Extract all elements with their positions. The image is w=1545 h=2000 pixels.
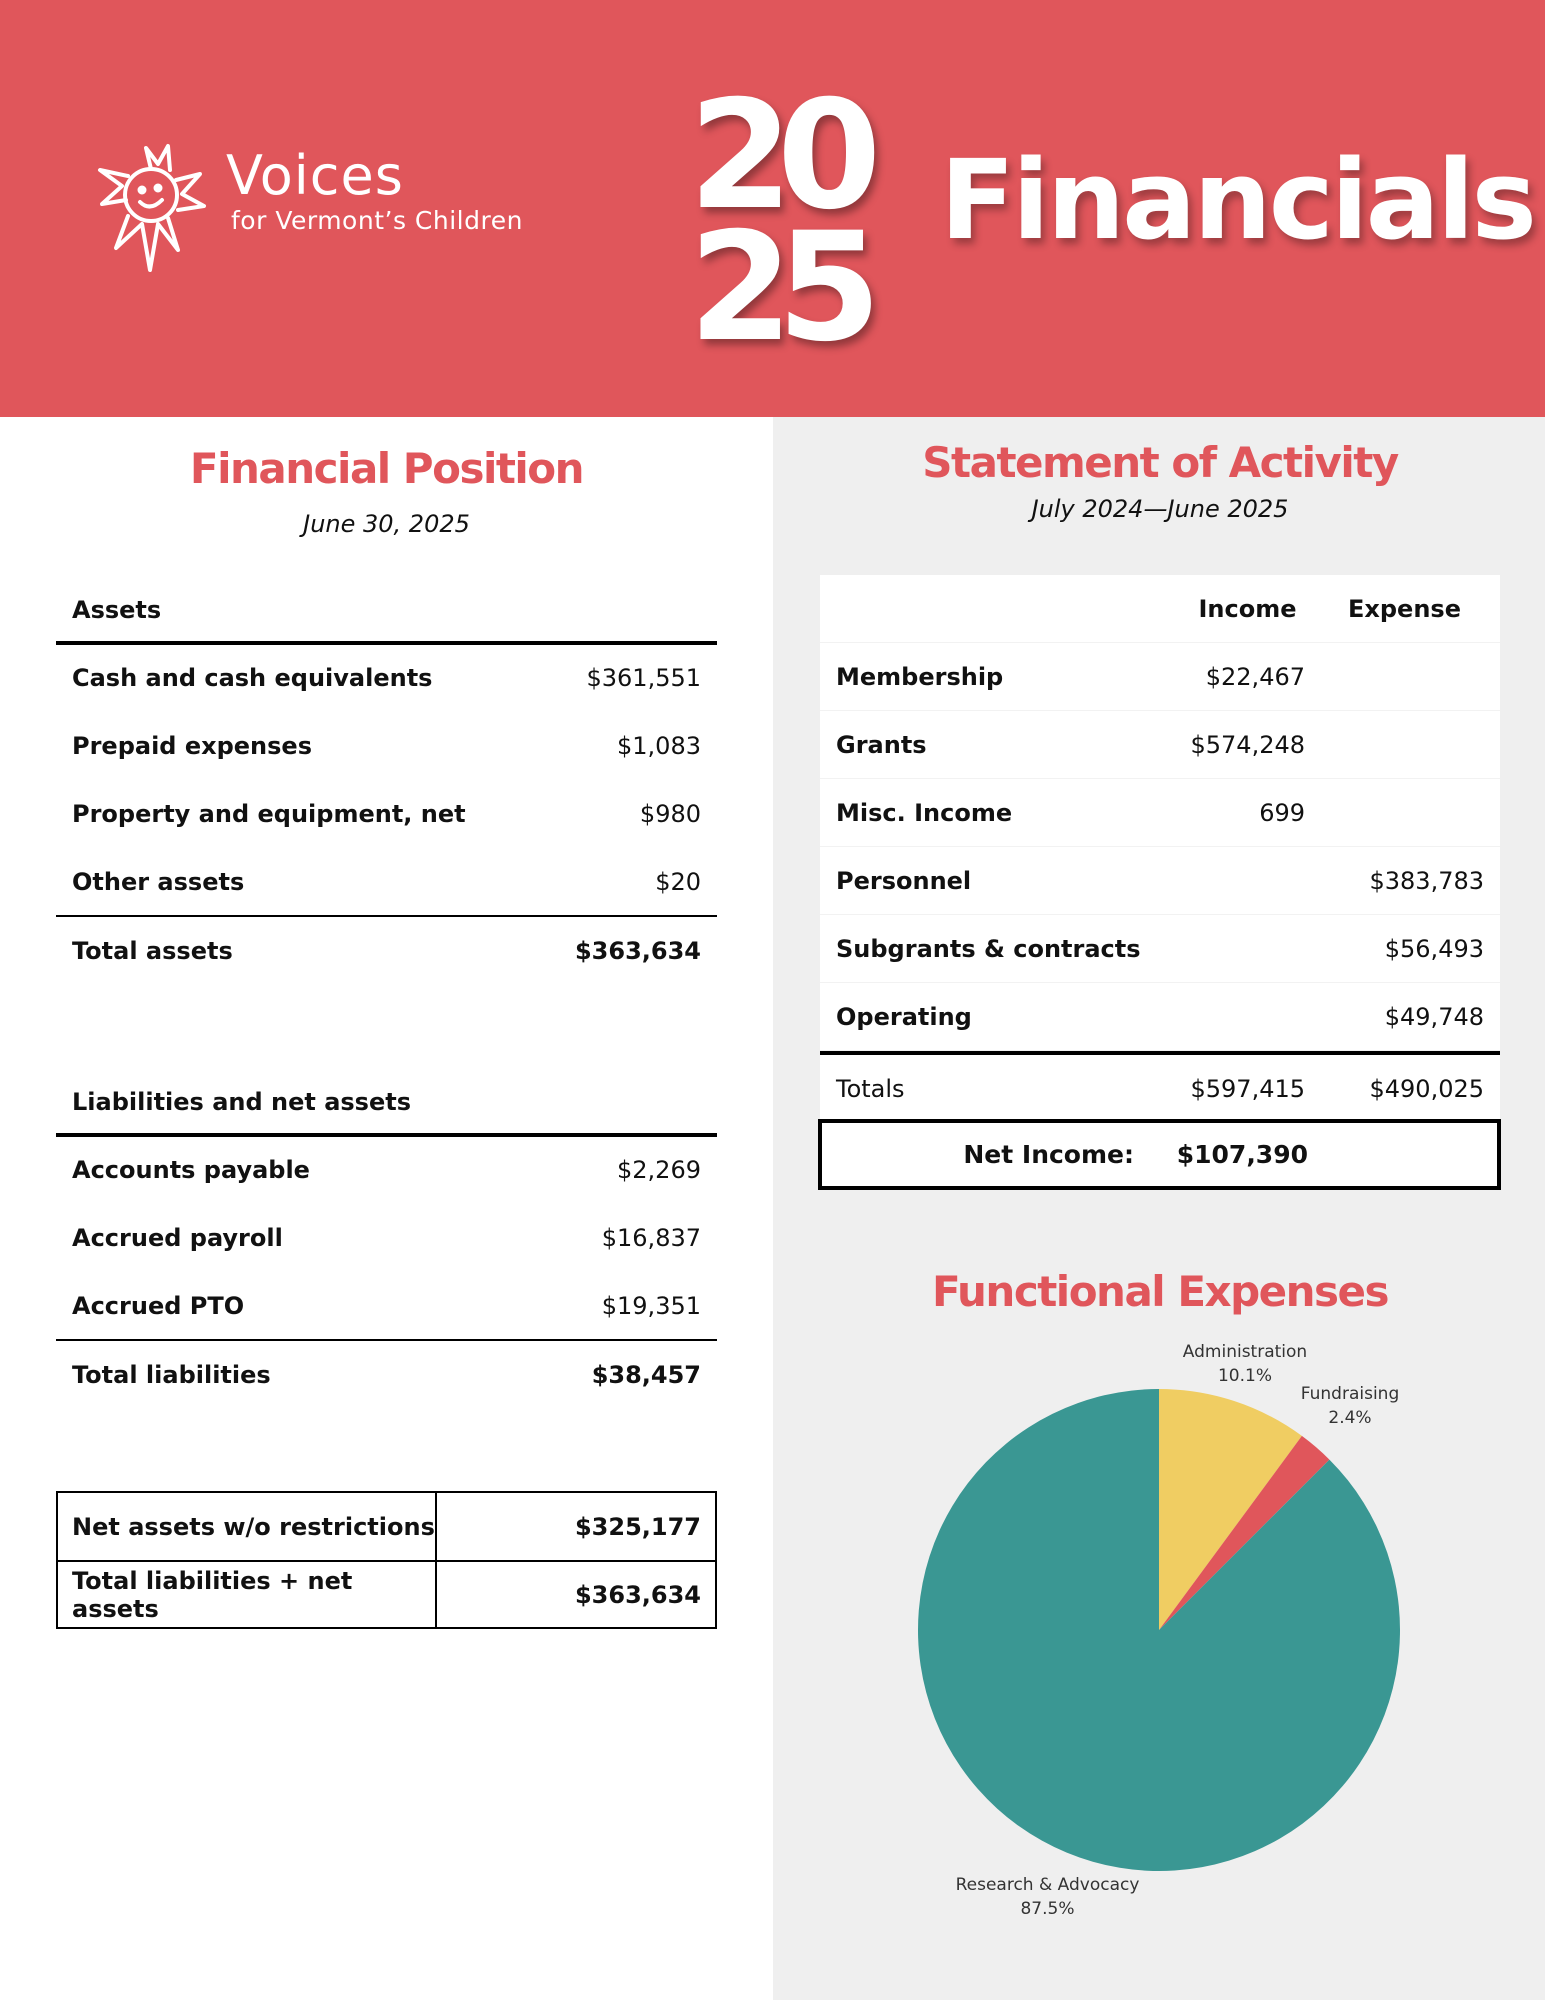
activity-income: $574,248 [1190, 730, 1305, 759]
asset-value: $1,083 [617, 732, 701, 760]
financial-position-title: Financial Position [189, 444, 584, 493]
activity-table [820, 575, 1500, 1123]
asset-row [56, 712, 717, 780]
slice-name: Fundraising [1300, 1384, 1400, 1404]
activity-label: Operating [836, 1002, 972, 1031]
liability-label: Accrued PTO [72, 1292, 245, 1320]
activity-label: Subgrants & contracts [836, 934, 1141, 963]
functional-expenses-title: Functional Expenses [931, 1267, 1389, 1316]
total-liabilities-value: $38,457 [591, 1361, 701, 1389]
activity-row [820, 779, 1500, 847]
asset-row [56, 644, 717, 712]
year-bottom: 25 [688, 201, 866, 375]
financial-position-date: June 30, 2025 [303, 510, 470, 538]
pie-label-fundraising [1280, 1382, 1420, 1430]
totals-income: $597,415 [1190, 1074, 1305, 1103]
statement-period: July 2024—June 2025 [1031, 495, 1289, 523]
liability-value: $16,837 [601, 1224, 701, 1252]
liability-label: Accrued payroll [72, 1224, 283, 1252]
asset-label: Cash and cash equivalents [72, 664, 433, 692]
liability-row [56, 1136, 717, 1204]
divider [820, 1051, 1500, 1055]
organization-logo [96, 140, 556, 280]
liability-value: $2,269 [617, 1156, 701, 1184]
totals-expense: $490,025 [1369, 1074, 1484, 1103]
header-banner [0, 0, 1545, 417]
liability-label: Accounts payable [72, 1156, 310, 1184]
report-year [672, 69, 882, 375]
slice-percent: 87.5% [1020, 1899, 1075, 1919]
assets-heading: Assets [72, 596, 162, 624]
activity-row [820, 983, 1500, 1051]
pie-label-administration [1160, 1340, 1330, 1388]
expense-column-header: Expense [1348, 594, 1461, 623]
totals-label: Totals [836, 1074, 905, 1103]
net-income-box [818, 1119, 1501, 1190]
activity-row [820, 915, 1500, 983]
activity-income: $22,467 [1205, 662, 1305, 691]
asset-row [56, 848, 717, 916]
liability-value: $19,351 [601, 1292, 701, 1320]
liabilities-heading: Liabilities and net assets [72, 1088, 411, 1116]
net-income-label: Net Income: [963, 1140, 1134, 1169]
activity-expense: $49,748 [1384, 1002, 1484, 1031]
total-liabilities-row [56, 1341, 717, 1409]
total-assets-value: $363,634 [574, 937, 701, 965]
sun-icon [96, 140, 216, 280]
slice-percent: 10.1% [1217, 1366, 1272, 1386]
slice-name: Administration [1182, 1342, 1308, 1362]
asset-value: $980 [639, 800, 701, 828]
page-title: Financials [940, 136, 1535, 264]
year-top: 20 [688, 69, 866, 243]
activity-row [820, 643, 1500, 711]
total-liab-net-label: Total liabilities + net assets [58, 1562, 437, 1627]
slice-percent: 2.4% [1328, 1408, 1372, 1428]
assets-heading-row [56, 576, 717, 644]
net-assets-box [56, 1491, 717, 1629]
activity-label: Grants [836, 730, 927, 759]
liability-row [56, 1204, 717, 1272]
total-liab-net-row [58, 1560, 715, 1627]
asset-row [56, 780, 717, 848]
liability-row [56, 1272, 717, 1340]
activity-header-row [820, 575, 1500, 643]
activity-row [820, 847, 1500, 915]
slice-name: Research & Advocacy [955, 1875, 1140, 1895]
activity-label: Personnel [836, 866, 972, 895]
functional-expenses-pie-chart [773, 1330, 1545, 1930]
asset-label: Property and equipment, net [72, 800, 466, 828]
net-income-value: $107,390 [1176, 1140, 1308, 1169]
total-liab-net-value: $363,634 [574, 1580, 701, 1609]
activity-label: Misc. Income [836, 798, 1013, 827]
totals-row [820, 1055, 1500, 1123]
total-liabilities-label: Total liabilities [72, 1361, 271, 1389]
net-assets-label: Net assets w/o restrictions [58, 1493, 437, 1560]
activity-expense: $383,783 [1369, 866, 1484, 895]
asset-value: $361,551 [586, 664, 701, 692]
pie-label-research-advocacy [935, 1873, 1160, 1921]
asset-label: Other assets [72, 868, 245, 896]
activity-row [820, 711, 1500, 779]
asset-value: $20 [655, 868, 701, 896]
activity-label: Membership [836, 662, 1004, 691]
activity-expense: $56,493 [1384, 934, 1484, 963]
activity-income: 699 [1259, 798, 1305, 827]
income-column-header: Income [1198, 594, 1297, 623]
net-assets-value: $325,177 [574, 1512, 701, 1541]
logo-wordmark: Voices [226, 144, 404, 207]
pie-slice-research-advocacy [918, 1389, 1400, 1871]
statement-of-activity-title: Statement of Activity [922, 438, 1398, 487]
logo-tagline: for Vermont’s Children [231, 206, 523, 235]
liabilities-heading-row [56, 1068, 717, 1136]
total-assets-row [56, 917, 717, 985]
asset-label: Prepaid expenses [72, 732, 312, 760]
total-assets-label: Total assets [72, 937, 233, 965]
net-assets-row [58, 1493, 715, 1560]
